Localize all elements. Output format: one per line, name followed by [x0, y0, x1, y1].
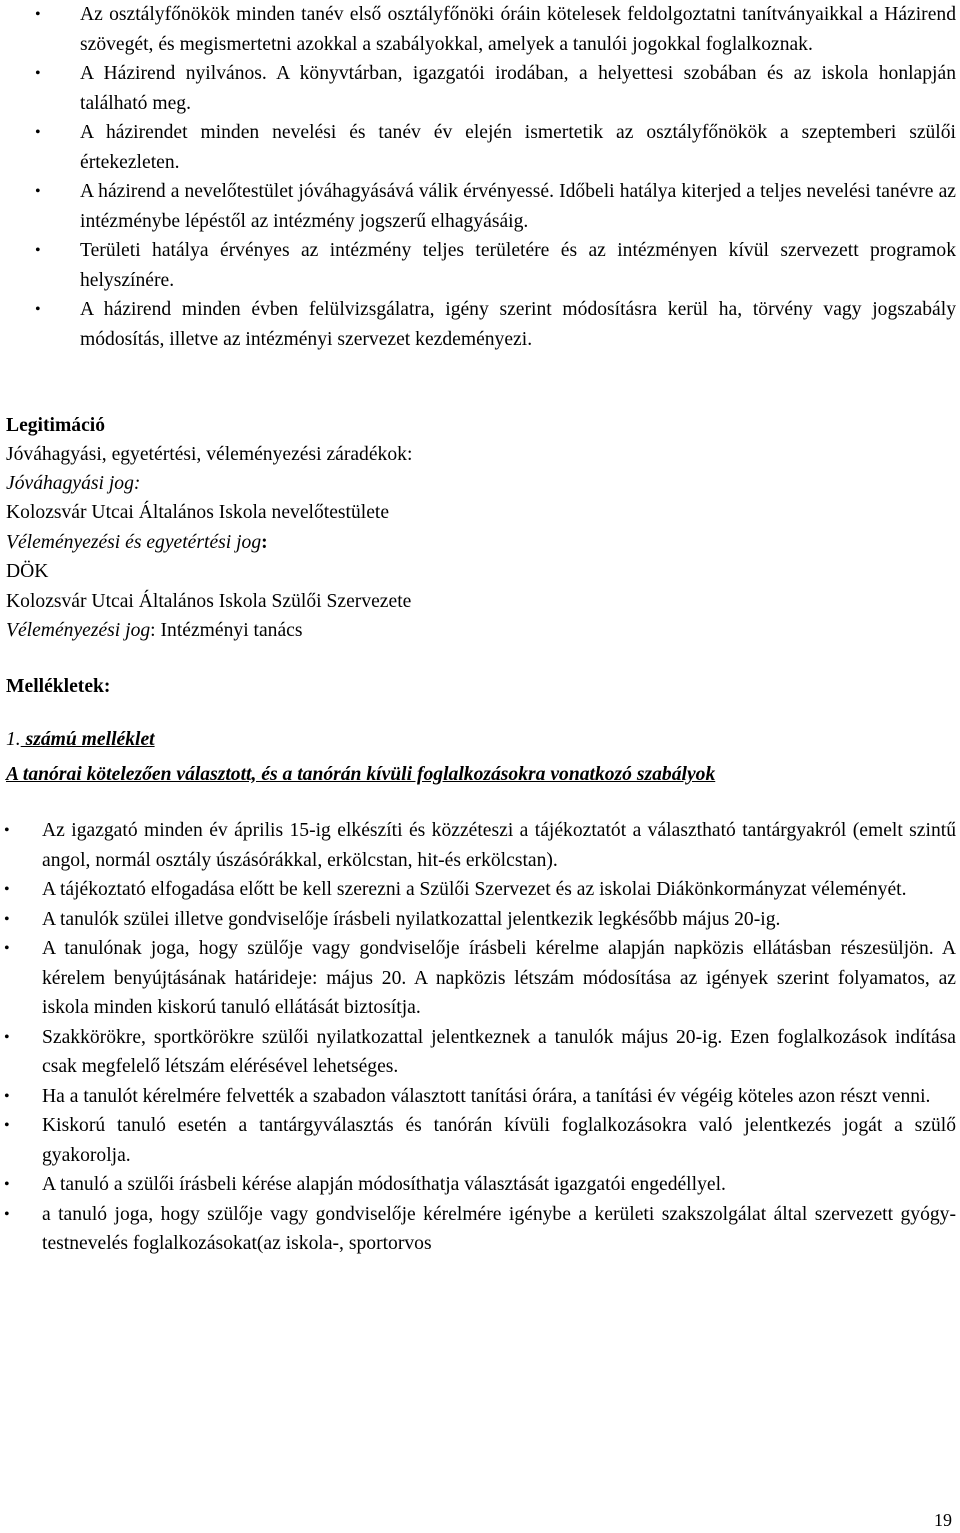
- bullet-icon: •: [4, 1176, 10, 1193]
- clauses-label: Jóváhagyási, egyetértési, véleményezési záradékok:: [6, 444, 413, 465]
- list-item: • Ha a tanulót kérelmére felvették a szabadon választott tanítási órára, a tanítási év végéig köteles azon részt venni.: [42, 1082, 956, 1112]
- bullet-icon: •: [4, 940, 10, 957]
- bullet-icon: •: [4, 1117, 10, 1134]
- list-item: • A házirend minden évben felülvizsgálatra, igény szerint módosításra kerül ha, törvény vagy jogszabály módosítás, illetve az intézményi szervezet kezdeményezi.: [80, 295, 956, 354]
- opinion-value: : Intézményi tanács: [150, 620, 303, 641]
- list-item: • a tanuló joga, hogy szülője vagy gondviselője kérelmére igénybe a kerületi szakszolgálat által szervezett gyógy-testnevelés foglalkozásokat(az iskola-, sportorvos: [42, 1200, 956, 1259]
- legitimacy-heading: Legitimáció: [6, 415, 106, 436]
- list-item: • A Házirend nyilvános. A könyvtárban, igazgatói irodában, a helyettesi szobában és az iskola honlapján található meg.: [80, 59, 956, 118]
- bullet-icon: •: [35, 183, 41, 200]
- list-item: • A tanulónak joga, hogy szülője vagy gondviselője írásbeli kérelme alapján napközis ellátásban részesüljön. A kérelem benyújtásának határideje: május 20. A napközis létszám módosítása az igények szerint folyamatos, az iskola minden kiskorú tanuló ellátását biztosítja.: [42, 934, 956, 1023]
- bullet-icon: •: [4, 822, 10, 839]
- annex-number: 1.: [6, 729, 21, 750]
- bullet-icon: •: [4, 1087, 10, 1105]
- list-item: • A házirend a nevelőtestület jóváhagyásává válik érvényessé. Időbeli hatálya kiterjed a teljes nevelési tanévre az intézménybe lépéstől az intézmény jogszerű elhagyásáig.: [80, 177, 956, 236]
- parents-org-line: Kolozsvár Utcai Általános Iskola Szülői Szervezete: [6, 591, 412, 612]
- annex-line: [6, 725, 155, 754]
- attachments-heading: Mellékletek:: [6, 676, 111, 697]
- intro-bullet-list: [35, 0, 956, 354]
- page-number: 19: [934, 1510, 952, 1530]
- opinion-consent-colon: :: [261, 532, 268, 553]
- bullet-icon: •: [4, 881, 10, 898]
- bullet-icon: •: [4, 1028, 10, 1046]
- list-item: • A házirendet minden nevelési és tanév év elején ismertetik az osztályfőnökök a szeptemberi szülői értekezleten.: [80, 118, 956, 177]
- list-item: • Területi hatálya érvényes az intézmény teljes területére és az intézményen kívül szervezett programok helyszínére.: [80, 236, 956, 295]
- opinion-consent-line: [6, 528, 268, 557]
- list-item: • A tanulók szülei illetve gondviselője írásbeli nyilatkozattal jelentkezik legkésőbb május 20-ig.: [42, 905, 956, 935]
- opinion-line: [6, 616, 303, 645]
- bullet-icon: •: [4, 910, 10, 928]
- list-item: • Az igazgató minden év április 15-ig elkészíti és közzéteszi a tájékoztatót a választható tantárgyakról (emelt szintű angol, normál osztály úszásórákkal, erkölcstan, hit-és erkölcstan).: [42, 816, 956, 875]
- bullet-icon: •: [35, 242, 41, 259]
- annex-title: A tanórai kötelezően választott, és a tanórán kívüli foglalkozásokra vonatkozó szabályok: [6, 764, 716, 785]
- approval-right-label: Jóváhagyási jog:: [6, 473, 141, 494]
- bullet-icon: •: [4, 1205, 10, 1223]
- approval-body: Kolozsvár Utcai Általános Iskola nevelőtestülete: [6, 502, 390, 523]
- rules-bullet-list: [4, 816, 956, 1259]
- list-item: • A tanuló a szülői írásbeli kérése alapján módosíthatja választását igazgatói engedéllyel.: [42, 1170, 956, 1200]
- annex-label: számú melléklet: [20, 729, 155, 750]
- bullet-icon: •: [35, 6, 41, 23]
- list-item: • Az osztályfőnökök minden tanév első osztályfőnöki óráin kötelesek feldolgoztatni tanítványaikkal a Házirend szövegét, és megismertetni azokkal a szabályokkal, amelyek a tanulói jogokkal foglalkoznak.: [80, 0, 956, 59]
- list-item: • Kiskorú tanuló esetén a tantárgyválasztás és tanórán kívüli foglalkozásokra való jelentkezés jogát a szülő gyakorolja.: [42, 1111, 956, 1170]
- dok-line: DÖK: [6, 561, 49, 582]
- list-item: • Szakkörökre, sportkörökre szülői nyilatkozattal jelentkeznek a tanulók május 20-ig. Ezen foglalkozások indítása csak megfelelő létszám elérésével lehetséges.: [42, 1023, 956, 1082]
- list-item: • A tájékoztató elfogadása előtt be kell szerezni a Szülői Szervezet és az iskolai Diákönkormányzat véleményét.: [42, 875, 956, 905]
- opinion-consent-label: Véleményezési és egyetértési jog: [6, 532, 262, 553]
- bullet-icon: •: [35, 301, 41, 318]
- opinion-label: Véleményezési jog: [6, 620, 151, 641]
- bullet-icon: •: [35, 65, 41, 82]
- bullet-icon: •: [35, 124, 41, 141]
